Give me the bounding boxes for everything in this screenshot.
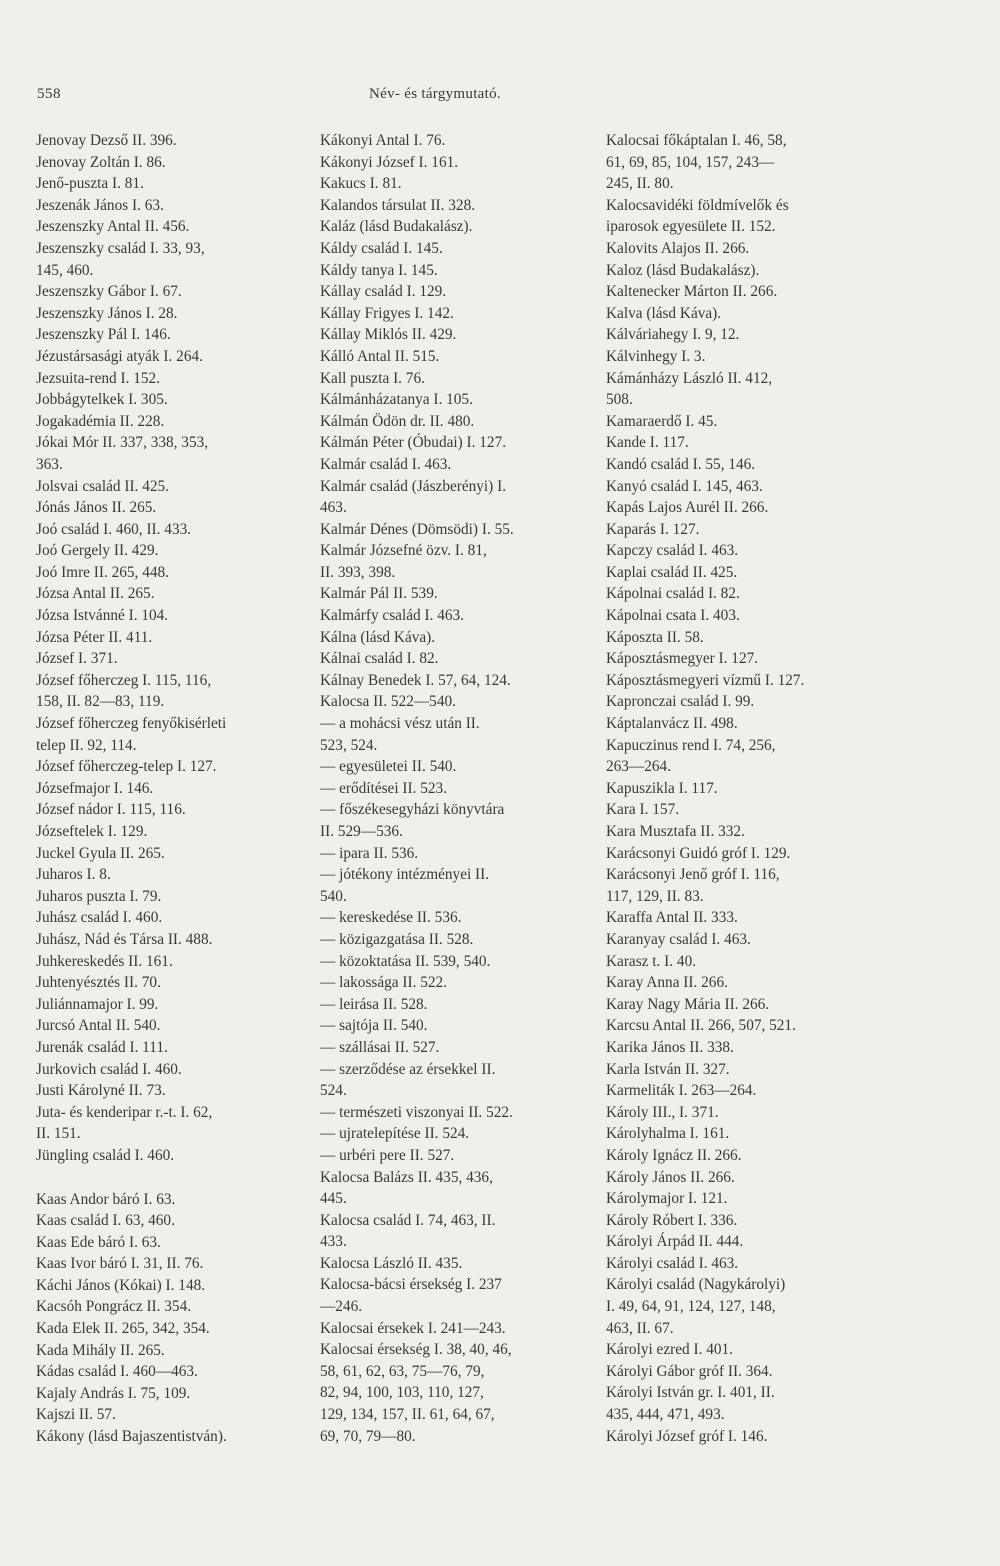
index-line: Karay Nagy Mária II. 266. [606, 995, 770, 1013]
index-line: 82, 94, 100, 103, 110, 127, [320, 1384, 484, 1402]
index-line: — leirása II. 528. [320, 995, 428, 1013]
index-line: Kalmár Dénes (Dömsödi) I. 55. [320, 520, 514, 538]
index-line: Juckel Gyula II. 265. [36, 844, 165, 862]
index-line: — szállásai II. 527. [320, 1038, 440, 1056]
index-line: Káldy család I. 145. [320, 239, 443, 257]
index-line: Jenő-puszta I. 81. [36, 175, 144, 193]
index-line: Kápolnai csata I. 403. [606, 607, 740, 625]
index-line: Kanyó család I. 145, 463. [606, 477, 763, 495]
index-line: Kalovits Alajos II. 266. [606, 239, 750, 257]
index-line: Józsa Istvánné I. 104. [36, 607, 169, 625]
index-line: Károlyi István gr. I. 401, II. [606, 1384, 775, 1402]
index-line: Jurcsó Antal II. 540. [36, 1017, 161, 1035]
index-line: Kállay Frigyes I. 142. [320, 304, 454, 322]
index-line: Kálna (lásd Káva). [320, 628, 436, 646]
index-line: József főherczeg fenyőkisérleti [36, 715, 227, 733]
index-line: Kaplai család II. 425. [606, 563, 738, 581]
index-column-middle [320, 130, 585, 1447]
index-line: Kapuczinus rend I. 74, 256, [606, 736, 776, 754]
index-line: II. 529—536. [320, 823, 403, 840]
index-line: — ipara II. 536. [320, 844, 419, 862]
index-line: Kákonyi Antal I. 76. [320, 132, 446, 149]
index-line: Kaparás I. 127. [606, 520, 700, 538]
index-line: Károlyi család (Nagykárolyi) [606, 1276, 786, 1294]
index-line: Kapuszikla I. 117. [606, 779, 718, 797]
index-line: Kamaraerdő I. 45. [606, 412, 718, 430]
index-line: — közoktatása II. 539, 540. [320, 952, 491, 970]
index-line: 61, 69, 85, 104, 157, 243— [606, 153, 775, 171]
index-line: Karácsonyi Guidó gróf I. 129. [606, 844, 791, 862]
index-line: Kalmár Józsefné özv. I. 81, [320, 542, 487, 560]
index-line: Joó Gergely II. 429. [36, 542, 159, 560]
index-line: Kálmán Ödön dr. II. 480. [320, 412, 475, 430]
index-line: Kalmár család (Jászberényi) I. [320, 477, 507, 495]
index-line: 129, 134, 157, II. 61, 64, 67, [320, 1406, 495, 1424]
index-line: Kálmán Péter (Óbudai) I. 127. [320, 434, 507, 452]
index-line: József I. 371. [36, 650, 118, 668]
index-line: 145, 460. [36, 261, 94, 279]
index-line: Kápolnai család I. 82. [606, 585, 740, 603]
index-line: — közigazgatása II. 528. [320, 930, 474, 948]
index-line: Kállay Miklós II. 429. [320, 326, 457, 344]
index-line: 445. [320, 1190, 347, 1208]
index-line: II. 393, 398. [320, 563, 396, 581]
index-line: 524. [320, 1082, 347, 1100]
index-line: Kara Musztafa II. 332. [606, 823, 745, 840]
index-line: Kalocsa II. 522—540. [320, 693, 456, 711]
index-line: Kapczy család I. 463. [606, 542, 739, 560]
index-line: Joó Imre II. 265, 448. [36, 563, 169, 581]
index-line: Kalocsa László II. 435. [320, 1254, 463, 1272]
index-line: Juhász család I. 460. [36, 909, 163, 927]
index-line: Kapronczai család I. 99. [606, 693, 755, 711]
index-line: Jeszenszky család I. 33, 93, [36, 239, 205, 257]
index-line: Kákony (lásd Bajaszentistván). [36, 1428, 227, 1446]
index-line: Juhkereskedés II. 161. [36, 952, 173, 970]
index-line: József főherczeg I. 115, 116, [36, 671, 212, 689]
index-line: Kaas Ivor báró I. 31, II. 76. [36, 1255, 204, 1273]
index-line: Kalmárfy család I. 463. [320, 607, 464, 625]
index-line: Kaláz (lásd Budakalász). [320, 218, 473, 236]
index-line: Józseftelek I. 129. [36, 823, 148, 840]
index-column-right [606, 130, 878, 1447]
index-line: József főherczeg-telep I. 127. [36, 758, 217, 776]
index-line: Káptalanvácz II. 498. [606, 715, 738, 733]
index-line: Jogakadémia II. 228. [36, 412, 165, 430]
index-line: Káposztásmegyer I. 127. [606, 650, 759, 668]
index-line: Kalocsai érsekség I. 38, 40, 46, [320, 1341, 512, 1359]
index-line: Kalocsavidéki földmívelők és [606, 196, 789, 214]
index-line: Jeszenszky Antal II. 456. [36, 218, 190, 236]
index-line: Kaloz (lásd Budakalász). [606, 261, 760, 279]
index-line: Jezsuita-rend I. 152. [36, 369, 161, 387]
index-line: II. 151. [36, 1125, 81, 1143]
index-line: Káldy tanya I. 145. [320, 261, 438, 279]
index-line: Justi Károlyné II. 73. [36, 1082, 166, 1100]
index-line: Kaltenecker Márton II. 266. [606, 283, 778, 301]
index-line: Kajszi II. 57. [36, 1406, 116, 1424]
index-line: Kacsóh Pongrácz II. 354. [36, 1298, 192, 1316]
index-line: Kada Elek II. 265, 342, 354. [36, 1320, 210, 1338]
index-line: Kálvinhegy I. 3. [606, 347, 706, 365]
index-line: — erődítései II. 523. [320, 779, 448, 797]
index-line: Jeszenszky Pál I. 146. [36, 326, 171, 344]
index-line: — sajtója II. 540. [320, 1017, 428, 1035]
index-line: 508. [606, 391, 633, 409]
index-line: Jolsvai család II. 425. [36, 477, 169, 495]
index-line: Kalmár család I. 463. [320, 455, 452, 473]
index-line: Káposztásmegyeri vízmű I. 127. [606, 671, 805, 689]
index-line: 463. [320, 499, 347, 517]
index-line: Kada Mihály II. 265. [36, 1341, 165, 1359]
index-line: Jurenák család I. 111. [36, 1038, 168, 1056]
index-line: József nádor I. 115, 116. [36, 801, 186, 819]
index-line: Kálváriahegy I. 9, 12. [606, 326, 740, 344]
index-line: Jüngling család I. 460. [36, 1146, 175, 1164]
index-line: Kalandos társulat II. 328. [320, 196, 476, 214]
index-line: Jenovay Dezső II. 396. [36, 132, 177, 149]
index-line: 245, II. 80. [606, 175, 674, 193]
index-line: iparosok egyesülete II. 152. [606, 218, 776, 236]
index-line: Karmeliták I. 263—264. [606, 1082, 757, 1100]
index-line: Jézustársasági atyák I. 264. [36, 347, 203, 365]
index-line: Kandó család I. 55, 146. [606, 455, 756, 473]
index-line: Kalocsai érsekek I. 241—243. [320, 1319, 506, 1337]
index-line: Kálló Antal II. 515. [320, 347, 440, 365]
index-line: Juhász, Nád és Társa II. 488. [36, 930, 213, 948]
index-line: — ujratelepítése II. 524. [320, 1125, 470, 1143]
index-line: 435, 444, 471, 493. [606, 1406, 725, 1424]
index-line: Kálmánházatanya I. 105. [320, 391, 473, 409]
index-line: Juliánnamajor I. 99. [36, 995, 159, 1013]
index-line: Joó család I. 460, II. 433. [36, 520, 192, 538]
index-line: Kakucs I. 81. [320, 175, 402, 193]
page-number: 558 [37, 86, 61, 102]
index-line: 263—264. [606, 758, 672, 776]
index-line: Karanyay család I. 463. [606, 930, 751, 948]
index-line: — főszékesegyházi könyvtára [320, 801, 505, 819]
index-line: Károly Róbert I. 336. [606, 1211, 738, 1229]
index-line: Kalocsa-bácsi érsekség I. 237 [320, 1276, 502, 1294]
index-line: Károly III., I. 371. [606, 1103, 719, 1121]
index-line: Kálnai család I. 82. [320, 650, 439, 668]
index-line: Karika János II. 338. [606, 1038, 734, 1056]
index-line: Juharos puszta I. 79. [36, 887, 162, 905]
index-line: Józsefmajor I. 146. [36, 779, 154, 797]
index-line: Kaas Andor báró I. 63. [36, 1190, 176, 1208]
index-line: 540. [320, 887, 347, 905]
index-line: Kaas Ede báró I. 63. [36, 1233, 161, 1251]
index-line: — szerződése az érsekkel II. [320, 1060, 496, 1078]
index-line: — természeti viszonyai II. 522. [320, 1103, 513, 1121]
index-line: — lakossága II. 522. [320, 974, 448, 992]
index-line: Kande I. 117. [606, 434, 689, 452]
index-line: 463, II. 67. [606, 1319, 674, 1337]
index-line: Jókai Mór II. 337, 338, 353, [36, 434, 209, 452]
index-line: Károly Ignácz II. 266. [606, 1146, 742, 1164]
index-line: Karácsonyi Jenő gróf I. 116, [606, 866, 780, 884]
index-line: Juharos I. 8. [36, 866, 111, 884]
index-line: Kalocsai főkáptalan I. 46, 58, [606, 132, 787, 149]
index-line: Károlymajor I. 121. [606, 1190, 728, 1208]
index-line: Károlyi Árpád II. 444. [606, 1233, 744, 1251]
index-line: 523, 524. [320, 736, 378, 754]
index-line: Káposzta II. 58. [606, 628, 704, 646]
index-line: — jótékony intézményei II. [320, 866, 490, 884]
index-line: Kalva (lásd Káva). [606, 304, 722, 322]
index-line: Károlyi család I. 463. [606, 1254, 739, 1272]
index-line: 363. [36, 455, 63, 473]
index-line: Kara I. 157. [606, 801, 680, 819]
index-line: Kalocsa család I. 74, 463, II. [320, 1211, 496, 1229]
index-line: Józsa Antal II. 265. [36, 585, 155, 603]
index-line: Károlyi Gábor gróf II. 364. [606, 1362, 773, 1380]
index-line: Kalocsa Balázs II. 435, 436, [320, 1168, 493, 1186]
index-line: Kákonyi József I. 161. [320, 153, 459, 171]
index-line: Kall puszta I. 76. [320, 369, 425, 387]
index-line: Károlyi ezred I. 401. [606, 1341, 733, 1359]
index-line: Karla István II. 327. [606, 1060, 730, 1078]
index-line: Jeszenszky János I. 28. [36, 304, 178, 322]
index-line: Kapás Lajos Aurél II. 266. [606, 499, 769, 517]
index-line: Karaffa Antal II. 333. [606, 909, 738, 927]
index-line: 69, 70, 79—80. [320, 1427, 416, 1445]
index-line: Juhtenyésztés II. 70. [36, 974, 161, 992]
index-line: Károlyi József gróf I. 146. [606, 1427, 768, 1445]
index-line: Karasz t. I. 40. [606, 952, 697, 970]
index-line: Károly János II. 266. [606, 1168, 735, 1186]
index-line: Kaas család I. 63, 460. [36, 1212, 175, 1230]
index-line: Jeszenák János I. 63. [36, 196, 164, 214]
index-line: Jurkovich család I. 460. [36, 1060, 182, 1078]
index-line: Juta- és kenderipar r.-t. I. 62, [36, 1103, 213, 1121]
running-title: Név- és tárgymutató. [369, 86, 501, 102]
index-line: — kereskedése II. 536. [320, 909, 462, 927]
index-line: Józsa Péter II. 411. [36, 628, 153, 646]
index-line: telep II. 92, 114. [36, 736, 137, 754]
index-line: I. 49, 64, 91, 124, 127, 148, [606, 1298, 776, 1316]
index-line: Jobbágytelkek I. 305. [36, 391, 168, 409]
index-line: Jónás János II. 265. [36, 499, 157, 517]
index-line: — egyesületei II. 540. [320, 758, 457, 776]
index-line: — urbéri pere II. 527. [320, 1146, 455, 1164]
index-line: 117, 129, II. 83. [606, 887, 704, 905]
index-line: Karcsu Antal II. 266, 507, 521. [606, 1017, 796, 1035]
index-line: Károlyhalma I. 161. [606, 1125, 730, 1143]
index-line: Káchi János (Kókai) I. 148. [36, 1276, 206, 1294]
index-line: Jeszenszky Gábor I. 67. [36, 283, 182, 301]
index-line: —246. [320, 1298, 363, 1316]
index-line: — a mohácsi vész után II. [320, 715, 480, 733]
index-line: 433. [320, 1233, 347, 1251]
section-gap [36, 1167, 306, 1189]
index-line: Kálnay Benedek I. 57, 64, 124. [320, 671, 511, 689]
index-line: 58, 61, 62, 63, 75—76, 79, [320, 1362, 485, 1380]
index-line: Kalmár Pál II. 539. [320, 585, 438, 603]
index-line: Kállay család I. 129. [320, 283, 447, 301]
index-line: 158, II. 82—83, 119. [36, 693, 165, 711]
index-column-left [36, 130, 306, 1448]
index-line: Kádas család I. 460—463. [36, 1363, 198, 1381]
index-line: Jenovay Zoltán I. 86. [36, 153, 166, 171]
index-line: Kámánházy László II. 412, [606, 369, 773, 387]
index-line: Karay Anna II. 266. [606, 974, 728, 992]
index-line: Kajaly András I. 75, 109. [36, 1384, 191, 1402]
